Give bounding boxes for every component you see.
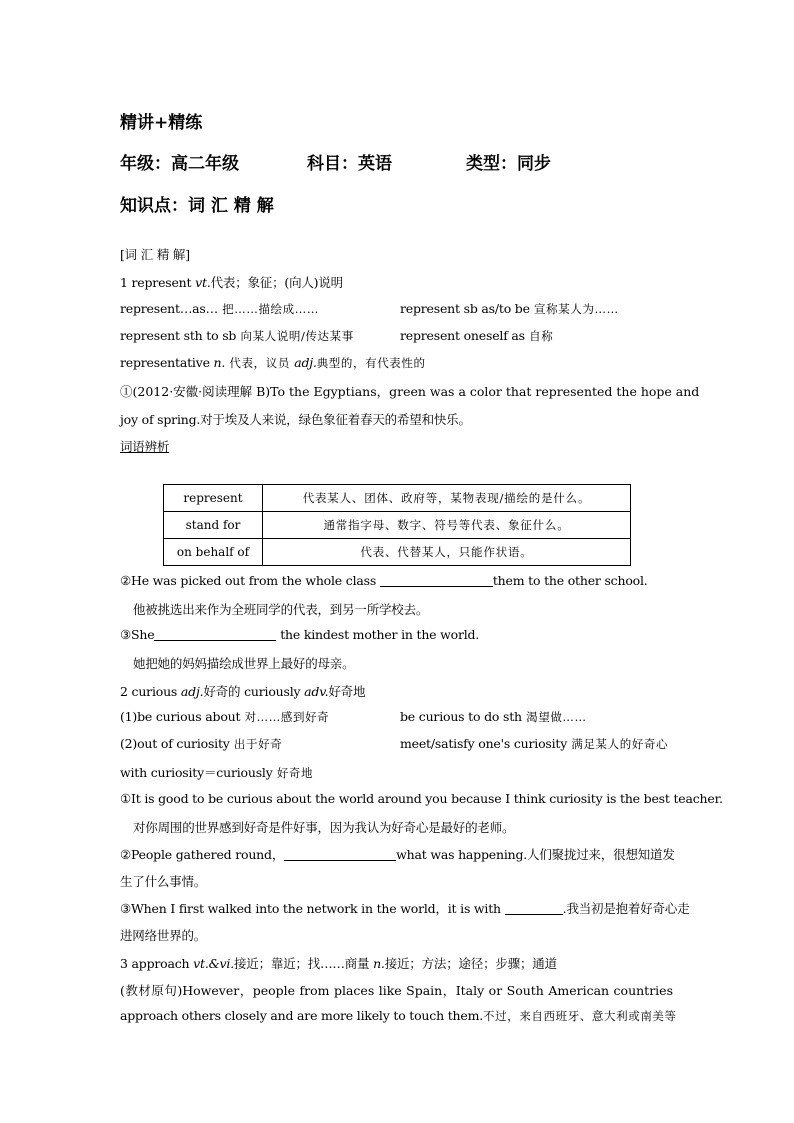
part-of-speech: adj. xyxy=(180,684,204,699)
answer-blank[interactable] xyxy=(284,848,396,861)
table-cell-meaning: 代表、代替某人，只能作状语。 xyxy=(263,539,631,566)
phrase-item xyxy=(120,736,282,752)
answer-blank[interactable] xyxy=(380,574,493,587)
phrase-en: represent sb as/to be xyxy=(400,301,530,316)
phrase-en: with curiosity＝curiously xyxy=(120,765,273,780)
table-row xyxy=(164,539,631,566)
entry-number-word: 2 curious xyxy=(120,684,181,699)
entry-number-word: 1 represent xyxy=(120,275,196,290)
phrase-en: meet/satisfy one's curiosity xyxy=(400,736,568,751)
entry-number-word: 3 approach xyxy=(120,956,194,971)
phrase-item xyxy=(120,709,329,725)
example-translation: 对你周围的世界感到好奇是件好事，因为我认为好奇心是最好的老师。 xyxy=(133,820,515,835)
exercise-text: them to the other school. xyxy=(492,573,648,588)
sentence-text: approach others closely and are more likely to touch them. xyxy=(120,1008,484,1023)
definition: 代表；象征；(向人)说明 xyxy=(210,275,343,290)
table-cell-word: on behalf of xyxy=(164,539,263,566)
type-label: 类型：同步 xyxy=(466,154,551,174)
phrase-cn: 出于好奇 xyxy=(229,737,283,751)
exercise-sentence-cont: 生了什么事情。 xyxy=(120,874,207,889)
exercise-text: the kindest mother in the world. xyxy=(276,627,480,642)
grade-label: 年级：高二年级 xyxy=(120,154,239,174)
phrase-item xyxy=(400,709,587,725)
derivative-line xyxy=(120,355,426,371)
exercise-sentence-cont: 进网络世界的。 xyxy=(120,928,207,943)
exercise-text: .我当初是抱着好奇心走 xyxy=(562,901,690,916)
derivative-word: representative xyxy=(120,355,214,370)
subject-label: 科目：英语 xyxy=(307,154,392,174)
section-title: [词 汇 精 解] xyxy=(120,247,190,262)
textbook-sentence-cont xyxy=(120,1008,677,1024)
phrase-cn: 渴望做…… xyxy=(521,710,587,724)
answer-blank[interactable] xyxy=(154,628,276,641)
phrase-en: represent…as… xyxy=(120,301,218,316)
part-of-speech: n. xyxy=(213,355,226,370)
example-sentence: ①It is good to be curious about the world around you because I think curiosity is the best teacher. xyxy=(120,791,723,806)
example-sentence: ①(2012·安徽·阅读理解 B)To the Egyptians，green was a color that represented the hope and xyxy=(120,384,700,399)
entry-heading-approach xyxy=(120,954,557,972)
table-cell-word: represent xyxy=(164,485,263,512)
part-of-speech: adj. xyxy=(294,355,317,370)
exercise-text: ③When I first walked into the network in the world，it is with xyxy=(120,901,505,916)
exercise-text: ②People gathered round， xyxy=(120,847,285,862)
phrase-item xyxy=(400,736,668,752)
answer-blank[interactable] xyxy=(505,902,563,915)
part-of-speech: vt. xyxy=(195,275,211,290)
exercise-text: ③She xyxy=(120,627,155,642)
phrase-en: be curious to do sth xyxy=(400,709,522,724)
phrase-cn: 好奇地 xyxy=(272,766,314,780)
derivative-meaning: 代表，议员 xyxy=(225,356,295,370)
exercise-sentence xyxy=(120,899,689,917)
phrase-cn: 宣称某人为…… xyxy=(529,302,619,316)
exercise-sentence xyxy=(120,627,479,642)
definition: 接近；靠近；找……商量 xyxy=(234,956,374,971)
phrase-cn: 对……感到好奇 xyxy=(240,710,330,724)
definition: 接近；方法；途径；步骤；通道 xyxy=(384,956,557,971)
part-of-speech: n. xyxy=(373,956,385,971)
phrase-en: represent sth to sb xyxy=(120,328,237,343)
phrase-cn: 自称 xyxy=(524,329,554,343)
table-row xyxy=(164,485,631,512)
phrase-cn: 向某人说明/传达某事 xyxy=(236,329,354,343)
knowledge-point: 知识点：词 汇 精 解 xyxy=(120,196,274,216)
phrase-item xyxy=(400,301,619,317)
phrase-cn: 满足某人的好奇心 xyxy=(567,737,669,751)
definition: 好奇的 curiously xyxy=(203,684,305,699)
exercise-sentence xyxy=(120,845,675,863)
definition: 好奇地 xyxy=(328,684,366,699)
table-cell-meaning: 通常指字母、数字、符号等代表、象征什么。 xyxy=(263,512,631,539)
phrase-en: (2)out of curiosity xyxy=(120,736,230,751)
comparison-table xyxy=(163,484,631,566)
entry-heading-represent xyxy=(120,273,343,291)
table-row xyxy=(164,512,631,539)
exercise-translation: 他被挑选出来作为全班同学的代表，到另一所学校去。 xyxy=(133,602,429,617)
phrase-item xyxy=(120,763,313,781)
compare-title: 词语辨析 xyxy=(120,439,170,454)
phrase-item xyxy=(400,328,553,344)
sentence-translation: 不过，来自西班牙、意大利或南美等 xyxy=(483,1009,677,1023)
exercise-text: ②He was picked out from the whole class xyxy=(120,573,380,588)
derivative-meaning: 典型的，有代表性的 xyxy=(316,356,426,370)
phrase-cn: 把……描绘成…… xyxy=(217,302,319,316)
phrase-item xyxy=(120,301,319,317)
table-cell-word: stand for xyxy=(164,512,263,539)
example-sentence-cont: joy of spring.对于埃及人来说，绿色象征着春天的希望和快乐。 xyxy=(120,412,471,427)
phrase-en: (1)be curious about xyxy=(120,709,241,724)
exercise-translation: 她把她的妈妈描绘成世界上最好的母亲。 xyxy=(133,656,355,671)
exercise-text: what was happening.人们聚拢过来，很想知道发 xyxy=(396,847,675,862)
part-of-speech: vt.&vi. xyxy=(193,956,234,971)
table-cell-meaning: 代表某人、团体、政府等，某物表现/描绘的是什么。 xyxy=(263,485,631,512)
phrase-en: represent oneself as xyxy=(400,328,525,343)
part-of-speech: adv. xyxy=(304,684,329,699)
phrase-item xyxy=(120,328,354,344)
textbook-sentence: (教材原句)However，people from places like Spain，Italy or South American countries xyxy=(120,983,673,998)
entry-heading-curious xyxy=(120,682,365,700)
exercise-sentence xyxy=(120,573,648,588)
doc-title: 精讲+精练 xyxy=(120,113,203,133)
